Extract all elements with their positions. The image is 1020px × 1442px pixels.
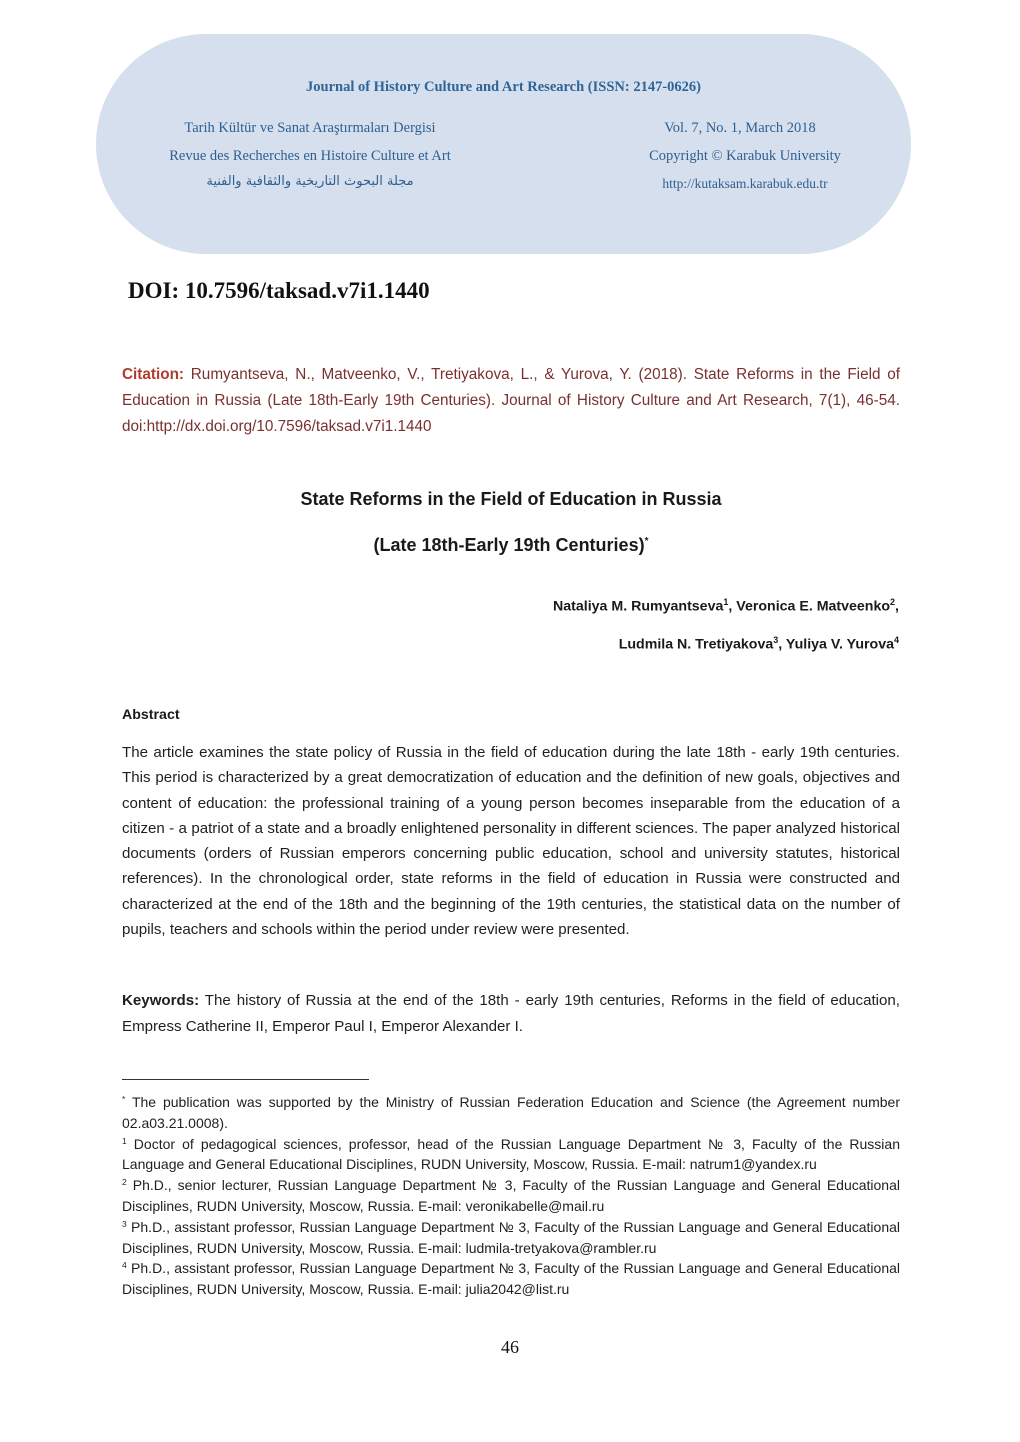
author-name: Veronica E. Matveenko	[736, 598, 891, 615]
footnote-text: The publication was supported by the Ministry of Russian Federation Education and Science (the Agreement number 02.a03.21.0008).	[122, 1094, 900, 1131]
journal-header-banner	[96, 34, 911, 254]
keywords-label: Keywords:	[122, 992, 200, 1009]
citation	[122, 362, 900, 440]
author-name: Yuliya V. Yurova	[785, 636, 894, 653]
journal-name-arabic: مجلة البحوث التاريخية والثقافية والفنية	[206, 174, 414, 189]
authors-line-2	[619, 635, 899, 653]
author-affiliation-marker: 2	[890, 597, 896, 607]
citation-label: Citation:	[122, 366, 185, 383]
copyright-info: Copyright © Karabuk University	[649, 148, 841, 164]
footnote-marker: 2	[122, 1177, 127, 1188]
footnote-marker: *	[122, 1094, 126, 1104]
footnote-marker: 4	[122, 1260, 127, 1271]
footnote	[122, 1092, 900, 1134]
journal-name-french: Revue des Recherches en Histoire Culture et Art	[169, 148, 451, 164]
footnote-divider	[122, 1079, 369, 1080]
footnote-text: Doctor of pedagogical sciences, professor, head of the Russian Language Department № 3, Faculty of the Russian Language and General Educational Disciplines, RUDN University, Moscow, Russia. E-mail: natrum1@yandex.ru	[122, 1135, 900, 1173]
footnote-marker: 3	[122, 1218, 127, 1229]
journal-url-link[interactable]: http://kutaksam.karabuk.edu.tr	[662, 176, 828, 191]
author-name: Nataliya M. Rumyantseva	[553, 598, 724, 615]
keywords	[122, 988, 900, 1040]
keywords-text: The history of Russia at the end of the 18th - early 19th centuries, Reforms in the field of education, Empress Catherine II, Emperor Paul I, Emperor Alexander I.	[122, 992, 900, 1035]
footnote-text: Ph.D., assistant professor, Russian Language Department № 3, Faculty of the Russian Language and General Educational Disciplines, RUDN University, Moscow, Russia. E-mail: julia2042@list.ru	[122, 1260, 900, 1298]
volume-info: Vol. 7, No. 1, March 2018	[664, 120, 816, 136]
authors-line-1	[553, 597, 899, 615]
article-subtitle	[122, 535, 900, 556]
funding-footnote-marker: *	[644, 536, 649, 547]
footnote-text: Ph.D., senior lecturer, Russian Language Department № 3, Faculty of the Russian Language and General Educational Disciplines, RUDN University, Moscow, Russia. E-mail: veronikabelle@mail.ru	[122, 1177, 900, 1214]
author-affiliation-marker: 1	[723, 597, 729, 607]
author-affiliation-marker: 3	[773, 635, 779, 645]
footnote	[122, 1175, 900, 1217]
citation-text: Rumyantseva, N., Matveenko, V., Tretiyakova, L., & Yurova, Y. (2018). State Reforms in the Field of Education in Russia (Late 18th-Early 19th Centuries). Journal of History Culture and Art Research, 7(1), 46-54. doi:http://dx.doi.org/10.7596/taksad.v7i1.1440	[122, 366, 900, 435]
journal-name-turkish: Tarih Kültür ve Sanat Araştırmaları Dergisi	[184, 120, 436, 136]
footnotes	[122, 1092, 900, 1300]
abstract-text: The article examines the state policy of Russia in the field of education during the late 18th - early 19th centuries. This period is characterized by a great democratization of education and the definition of new goals, objectives and content of education: the professional training of a young person becomes inseparable from the education of a citizen - a patriot of a state and a broadly enlightened personality in different sciences. The paper analyzed historical documents (orders of Russian emperors concerning public education, school and university statutes, historical references). In the chronological order, state reforms in the field of education in Russia were constructed and characterized at the end of the 18th and the beginning of the 19th centuries, the statistical data on the number of pupils, teachers and schools within the period under review were presented.	[122, 744, 900, 939]
abstract-heading: Abstract	[122, 707, 180, 723]
author-affiliation-marker: 4	[893, 635, 899, 645]
footnote	[122, 1134, 900, 1176]
author-separator: ,	[728, 598, 737, 615]
author-separator: ,	[895, 598, 899, 615]
page-number: 46	[501, 1337, 519, 1357]
doi: DOI: 10.7596/taksad.v7i1.1440	[128, 278, 430, 303]
author-separator: ,	[778, 636, 786, 653]
footnote	[122, 1217, 900, 1259]
article-title: State Reforms in the Field of Education in Russia	[300, 489, 722, 509]
footnote-marker: 1	[122, 1135, 127, 1146]
footnote	[122, 1258, 900, 1300]
article-subtitle-text: (Late 18th-Early 19th Centuries)	[373, 535, 645, 555]
footnote-text: Ph.D., assistant professor, Russian Language Department № 3, Faculty of the Russian Language and General Educational Disciplines, RUDN University, Moscow, Russia. E-mail: ludmila-tretyakova@rambler.ru	[122, 1218, 900, 1256]
author-name: Ludmila N. Tretiyakova	[618, 636, 774, 653]
journal-title: Journal of History Culture and Art Research (ISSN: 2147-0626)	[306, 79, 701, 95]
